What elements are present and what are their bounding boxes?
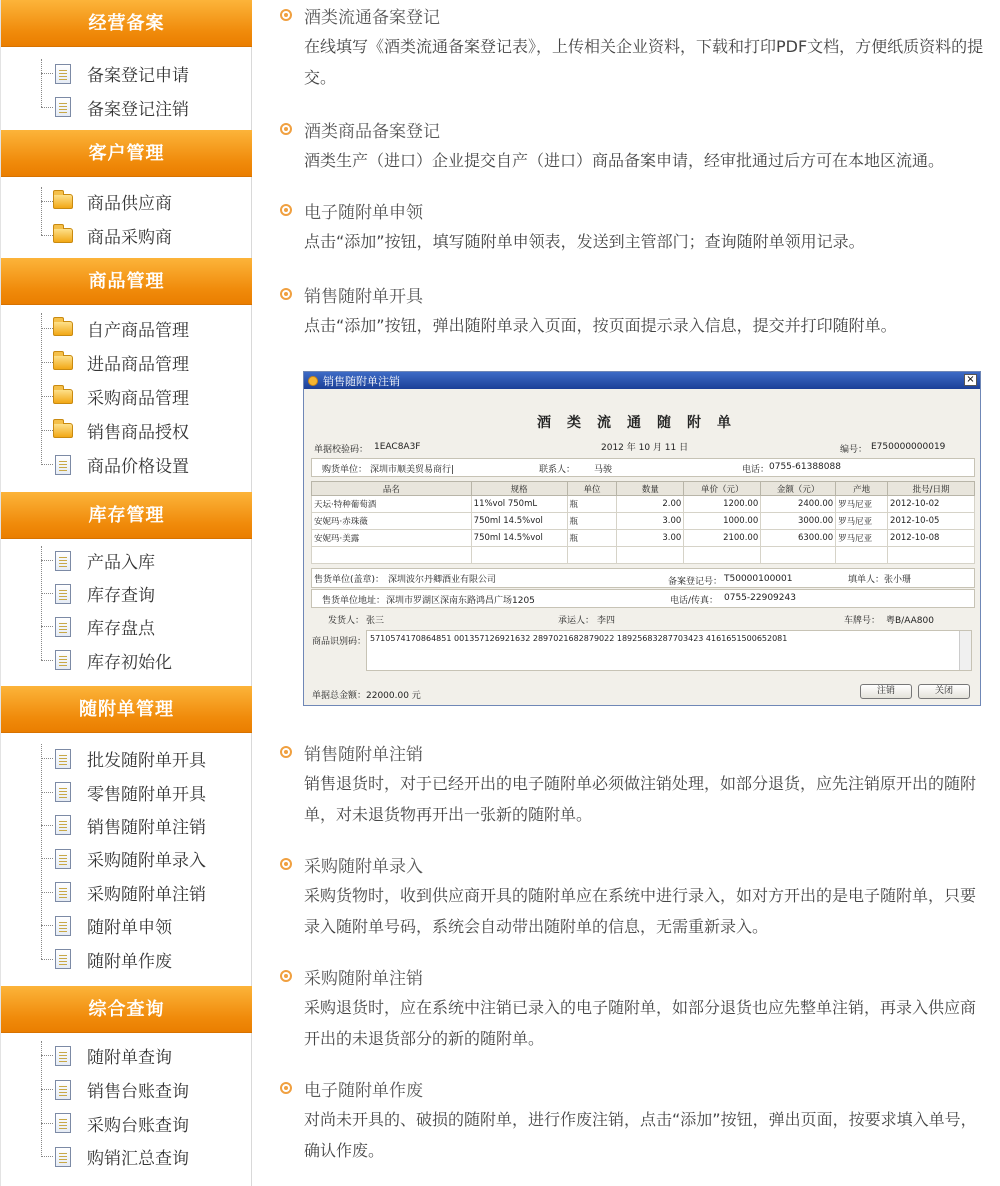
address-label: 售货单位地址： bbox=[322, 596, 386, 606]
table-cell bbox=[836, 547, 888, 564]
bullet-icon bbox=[280, 1082, 292, 1094]
section-items bbox=[1, 185, 252, 252]
reg-no-label: 备案登记号： bbox=[668, 577, 723, 587]
table-cell: 罗马尼亚 bbox=[836, 496, 888, 513]
section-items bbox=[1, 311, 252, 482]
feature-title: 销售随附单注销 bbox=[304, 744, 423, 765]
table-cell: 2012-10-08 bbox=[888, 530, 975, 547]
document-icon bbox=[53, 455, 73, 475]
document-icon bbox=[53, 882, 73, 902]
feature-block bbox=[280, 852, 990, 942]
feature-description: 采购退货时，应在系统中注销已录入的电子随附单，如部分退货也应先整单注销，再录入供应商开出的未退货部分的新的随附单。 bbox=[304, 998, 977, 1048]
sidebar-item-label: 零售随附单开具 bbox=[87, 784, 206, 805]
buyer-label: 购货单位： bbox=[322, 465, 368, 475]
tree-branch bbox=[41, 1055, 53, 1056]
tree-branch bbox=[41, 825, 53, 826]
goods-table bbox=[311, 481, 975, 564]
feature-block bbox=[280, 198, 990, 257]
total-value: 22000.00 元 bbox=[366, 691, 421, 701]
section-items bbox=[1, 57, 252, 124]
table-cell: 3.00 bbox=[617, 513, 684, 530]
tree-branch bbox=[41, 362, 53, 363]
bullet-icon bbox=[280, 746, 292, 758]
document-icon bbox=[53, 617, 73, 637]
table-cell bbox=[684, 547, 761, 564]
feature-title-row bbox=[280, 1076, 990, 1100]
table-cell: 天坛·特种葡萄酒 bbox=[312, 496, 472, 513]
sidebar-item[interactable] bbox=[1, 1073, 252, 1107]
carrier-value: 李四 bbox=[597, 616, 616, 626]
document-icon bbox=[53, 1147, 73, 1167]
close-icon[interactable]: × bbox=[964, 374, 977, 386]
product-code-value: 5710574170864851 001357126921632 2897021682879022 18925683287703423 4161651500652081 bbox=[370, 634, 788, 643]
table-cell: 6300.00 bbox=[761, 530, 836, 547]
tree-branch bbox=[41, 1156, 53, 1157]
table-cell bbox=[471, 547, 567, 564]
tree-branch bbox=[41, 430, 53, 431]
sidebar-item[interactable] bbox=[1, 57, 252, 91]
table-cell: 瓶 bbox=[567, 513, 617, 530]
tel-input[interactable]: 0755-61388088 bbox=[769, 462, 841, 472]
contact-input[interactable]: 马骏 bbox=[594, 465, 613, 475]
feature-title: 采购随附单录入 bbox=[304, 856, 423, 877]
sidebar-item-label: 采购台账查询 bbox=[87, 1115, 189, 1136]
number-value: E750000000019 bbox=[871, 442, 946, 452]
feature-title: 酒类商品备案登记 bbox=[304, 121, 440, 142]
section-header[interactable]: 库存管理 bbox=[1, 492, 252, 539]
tree-branch bbox=[41, 560, 53, 561]
feature-description: 采购货物时，收到供应商开具的随附单应在系统中进行录入，如对方开出的是电子随附单，只要录入随附单号码，系统会自动带出随附单的信息，无需重新录入。 bbox=[304, 886, 977, 936]
sidebar-item-label: 备案登记注销 bbox=[87, 99, 189, 120]
table-cell: 2100.00 bbox=[684, 530, 761, 547]
sidebar-item[interactable] bbox=[1, 909, 252, 942]
sidebar-item-label: 销售台账查询 bbox=[87, 1082, 189, 1103]
table-cell bbox=[312, 547, 472, 564]
folder-icon bbox=[53, 318, 73, 338]
table-cell bbox=[888, 547, 975, 564]
tree-branch bbox=[41, 660, 53, 661]
sidebar-item[interactable] bbox=[1, 448, 252, 482]
sidebar-item[interactable] bbox=[1, 1140, 252, 1174]
sidebar-item-label: 批发随附单开具 bbox=[87, 751, 206, 772]
tree-branch bbox=[41, 201, 53, 202]
seller-label: 售货单位(盖章)： bbox=[314, 575, 385, 585]
table-cell: 750ml 14.5%vol bbox=[471, 530, 567, 547]
sidebar-item[interactable] bbox=[1, 185, 252, 219]
bullet-icon bbox=[280, 970, 292, 982]
sidebar-item-label: 库存盘点 bbox=[87, 619, 155, 640]
table-cell bbox=[567, 547, 617, 564]
tree-branch bbox=[41, 626, 53, 627]
tree-branch bbox=[41, 959, 53, 960]
bullet-icon bbox=[280, 9, 292, 21]
tree-branch bbox=[41, 235, 53, 236]
table-cell bbox=[617, 547, 684, 564]
app-gear-icon bbox=[308, 376, 318, 386]
feature-description: 点击“添加”按钮，填写随附单申领表，发送到主管部门；查询随附单领用记录。 bbox=[304, 232, 865, 251]
table-row[interactable] bbox=[312, 513, 975, 530]
document-icon bbox=[53, 749, 73, 769]
sidebar-item[interactable] bbox=[1, 775, 252, 808]
tree-branch bbox=[41, 73, 53, 74]
table-cell: 3.00 bbox=[617, 530, 684, 547]
table-cell: 1000.00 bbox=[684, 513, 761, 530]
dialog-titlebar bbox=[304, 372, 980, 389]
folder-icon bbox=[53, 192, 73, 212]
feature-title-row bbox=[280, 852, 990, 876]
sidebar-item[interactable] bbox=[1, 610, 252, 643]
sidebar-item-label: 自产商品管理 bbox=[87, 320, 189, 341]
sidebar-item[interactable] bbox=[1, 1039, 252, 1073]
sidebar-item-label: 产品入库 bbox=[87, 553, 155, 574]
shipper-value: 张三 bbox=[366, 616, 385, 626]
tree-branch bbox=[41, 858, 53, 859]
tree-branch bbox=[41, 792, 53, 793]
tree-branch bbox=[41, 1123, 53, 1124]
section-header[interactable]: 经营备案 bbox=[1, 0, 252, 47]
fax-value: 0755-22909243 bbox=[724, 593, 796, 603]
sidebar-item[interactable] bbox=[1, 345, 252, 379]
column-header: 单位 bbox=[567, 482, 617, 496]
feature-description: 销售退货时，对于已经开出的电子随附单必须做注销处理，如部分退货，应先注销原开出的随附单，对未退货物再开出一张新的随附单。 bbox=[304, 774, 977, 824]
sidebar-item-label: 随附单作废 bbox=[87, 951, 172, 972]
feature-block bbox=[280, 740, 990, 830]
feature-block bbox=[280, 1076, 990, 1166]
feature-title: 销售随附单开具 bbox=[304, 286, 423, 307]
sidebar-item-label: 随附单查询 bbox=[87, 1048, 172, 1069]
feature-title-row bbox=[280, 740, 990, 764]
bullet-icon bbox=[280, 288, 292, 300]
document-icon bbox=[53, 551, 73, 571]
document-icon bbox=[53, 1080, 73, 1100]
number-label: 编号： bbox=[840, 445, 868, 455]
folder-icon bbox=[53, 386, 73, 406]
carrier-label: 承运人： bbox=[558, 616, 595, 626]
document-date: 2012 年 10 月 11 日 bbox=[601, 443, 689, 453]
feature-description: 对尚未开具的、破损的随附单，进行作废注销，点击“添加”按钮，弹出页面，按要求填入单号，确认作废。 bbox=[304, 1110, 977, 1160]
tree-branch bbox=[41, 1089, 53, 1090]
verify-code-value: 1EAC8A3F bbox=[374, 442, 421, 452]
feature-title-row bbox=[280, 198, 990, 222]
tree-branch bbox=[41, 593, 53, 594]
sidebar-item-label: 进品商品管理 bbox=[87, 354, 189, 375]
sidebar-item[interactable] bbox=[1, 809, 252, 842]
tree-branch bbox=[41, 925, 53, 926]
tree-branch bbox=[41, 328, 53, 329]
seller-value: 深圳波尔丹卿酒业有限公司 bbox=[388, 575, 497, 585]
contact-label: 联系人： bbox=[539, 465, 576, 475]
feature-block bbox=[280, 3, 990, 93]
sidebar-item[interactable] bbox=[1, 942, 252, 975]
plate-value: 粤B/AA800 bbox=[886, 616, 934, 626]
bullet-icon bbox=[280, 204, 292, 216]
sidebar-item[interactable] bbox=[1, 379, 252, 413]
filler-label: 填单人： bbox=[848, 575, 885, 585]
feature-title-row bbox=[280, 3, 990, 27]
sidebar-item[interactable] bbox=[1, 414, 252, 448]
document-icon bbox=[53, 1113, 73, 1133]
document-icon bbox=[53, 584, 73, 604]
column-header: 单价（元） bbox=[684, 482, 761, 496]
section-items bbox=[1, 544, 252, 677]
table-row[interactable] bbox=[312, 547, 975, 564]
sidebar-item-label: 商品价格设置 bbox=[87, 457, 189, 478]
shipper-label: 发货人： bbox=[328, 616, 365, 626]
sidebar bbox=[0, 0, 252, 1186]
sidebar-item-label: 商品采购商 bbox=[87, 227, 172, 248]
sidebar-item[interactable] bbox=[1, 311, 252, 345]
document-title: 酒类流通随附单 bbox=[537, 415, 747, 431]
document-icon bbox=[53, 849, 73, 869]
section-items bbox=[1, 742, 252, 976]
tree-branch bbox=[41, 892, 53, 893]
filler-value: 张小珊 bbox=[884, 575, 912, 585]
bullet-icon bbox=[280, 123, 292, 135]
sidebar-item-label: 购销汇总查询 bbox=[87, 1149, 189, 1170]
section-header[interactable]: 客户管理 bbox=[1, 130, 252, 177]
section-items bbox=[1, 1039, 252, 1174]
document-icon bbox=[53, 1046, 73, 1066]
column-header: 批号/日期 bbox=[888, 482, 975, 496]
sidebar-item[interactable] bbox=[1, 644, 252, 677]
table-row[interactable] bbox=[312, 530, 975, 547]
sidebar-item[interactable] bbox=[1, 544, 252, 577]
folder-icon bbox=[53, 352, 73, 372]
sidebar-item-label: 库存初始化 bbox=[87, 652, 172, 673]
sidebar-item-label: 销售随附单注销 bbox=[87, 817, 206, 838]
scrollbar[interactable] bbox=[959, 631, 971, 670]
sidebar-item-label: 商品供应商 bbox=[87, 194, 172, 215]
product-code-label: 商品识别码： bbox=[312, 637, 367, 647]
feature-description: 点击“添加”按钮，弹出随附单录入页面，按页面提示录入信息，提交并打印随附单。 bbox=[304, 316, 897, 335]
column-header: 品名 bbox=[312, 482, 472, 496]
table-cell: 2012-10-02 bbox=[888, 496, 975, 513]
tree-branch bbox=[41, 464, 53, 465]
sidebar-item-label: 随附单申领 bbox=[87, 918, 172, 939]
table-cell: 11%vol 750mL bbox=[471, 496, 567, 513]
sidebar-item-label: 备案登记申请 bbox=[87, 66, 189, 87]
section-header[interactable]: 综合查询 bbox=[1, 986, 252, 1033]
column-header: 金额（元） bbox=[761, 482, 836, 496]
table-cell: 750ml 14.5%vol bbox=[471, 513, 567, 530]
table-cell: 安妮玛·美露 bbox=[312, 530, 472, 547]
tree-branch bbox=[41, 758, 53, 759]
sidebar-item[interactable] bbox=[1, 842, 252, 875]
feature-description: 酒类生产（进口）企业提交自产（进口）商品备案申请，经审批通过后方可在本地区流通。 bbox=[304, 151, 945, 170]
table-cell: 瓶 bbox=[567, 530, 617, 547]
tree-branch bbox=[41, 396, 53, 397]
plate-label: 车牌号： bbox=[844, 616, 881, 626]
tree-branch bbox=[41, 107, 53, 108]
feature-title: 采购随附单注销 bbox=[304, 968, 423, 989]
table-row[interactable] bbox=[312, 496, 975, 513]
section-header[interactable]: 随附单管理 bbox=[1, 686, 252, 733]
document-icon bbox=[53, 782, 73, 802]
sidebar-item-label: 采购商品管理 bbox=[87, 388, 189, 409]
column-header: 规格 bbox=[471, 482, 567, 496]
dialog-title: 销售随附单注销 bbox=[323, 374, 400, 388]
sidebar-item-label: 库存查询 bbox=[87, 586, 155, 607]
document-icon bbox=[53, 97, 73, 117]
sidebar-item[interactable] bbox=[1, 1106, 252, 1140]
table-cell: 2400.00 bbox=[761, 496, 836, 513]
feature-title-row bbox=[280, 964, 990, 988]
tel-label: 电话： bbox=[742, 465, 770, 475]
folder-icon bbox=[53, 225, 73, 245]
feature-title-row bbox=[280, 117, 990, 141]
total-label: 单据总金额： bbox=[312, 691, 367, 701]
feature-block bbox=[280, 964, 990, 1054]
document-icon bbox=[53, 650, 73, 670]
column-header: 数量 bbox=[617, 482, 684, 496]
sidebar-item-label: 销售商品授权 bbox=[87, 423, 189, 444]
table-cell bbox=[761, 547, 836, 564]
feature-block bbox=[280, 282, 990, 341]
feature-block bbox=[280, 117, 990, 176]
table-cell: 罗马尼亚 bbox=[836, 513, 888, 530]
feature-description: 在线填写《酒类流通备案登记表》，上传相关企业资料，下载和打印PDF文档，方便纸质资料的提交。 bbox=[304, 37, 984, 87]
sidebar-item[interactable] bbox=[1, 577, 252, 610]
document-icon bbox=[53, 916, 73, 936]
verify-code-label: 单据校验码： bbox=[314, 445, 369, 455]
table-cell: 安妮玛·赤珠薇 bbox=[312, 513, 472, 530]
table-cell: 1200.00 bbox=[684, 496, 761, 513]
reg-no-value: T50000100001 bbox=[724, 574, 793, 584]
feature-title: 电子随附单申领 bbox=[304, 202, 423, 223]
cancel-slip-button[interactable]: 注销 bbox=[860, 684, 912, 699]
column-header: 产地 bbox=[836, 482, 888, 496]
folder-icon bbox=[53, 421, 73, 441]
bullet-icon bbox=[280, 858, 292, 870]
table-cell: 罗马尼亚 bbox=[836, 530, 888, 547]
document-icon bbox=[53, 815, 73, 835]
sidebar-item[interactable] bbox=[1, 219, 252, 253]
sidebar-item[interactable] bbox=[1, 876, 252, 909]
cancel-slip-dialog bbox=[303, 371, 981, 706]
table-cell: 2012-10-05 bbox=[888, 513, 975, 530]
table-cell: 2.00 bbox=[617, 496, 684, 513]
buyer-input[interactable]: 深圳市顺美贸易商行| bbox=[370, 465, 455, 475]
table-cell: 瓶 bbox=[567, 496, 617, 513]
sidebar-item-label: 采购随附单录入 bbox=[87, 851, 206, 872]
document-icon bbox=[53, 949, 73, 969]
feature-title: 酒类流通备案登记 bbox=[304, 7, 440, 28]
feature-title: 电子随附单作废 bbox=[304, 1080, 423, 1101]
sidebar-item[interactable] bbox=[1, 91, 252, 125]
document-icon bbox=[53, 64, 73, 84]
fax-label: 电话/传真： bbox=[670, 596, 719, 606]
feature-title-row bbox=[280, 282, 990, 306]
table-cell: 3000.00 bbox=[761, 513, 836, 530]
sidebar-item-label: 采购随附单注销 bbox=[87, 884, 206, 905]
sidebar-item[interactable] bbox=[1, 742, 252, 775]
address-value: 深圳市罗湖区深南东路鸿昌广场1205 bbox=[386, 596, 535, 606]
close-button[interactable]: 关闭 bbox=[918, 684, 970, 699]
section-header[interactable]: 商品管理 bbox=[1, 258, 252, 305]
